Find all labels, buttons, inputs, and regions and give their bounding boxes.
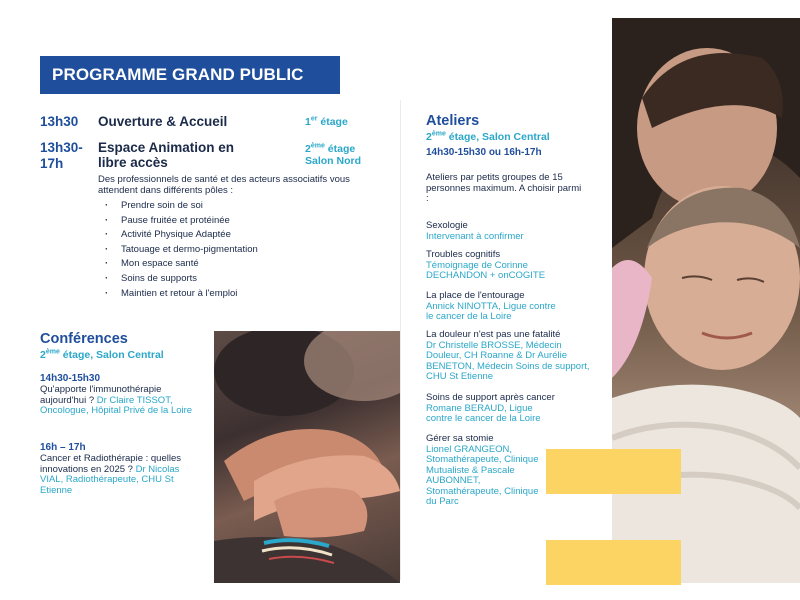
ateliers-title: Ateliers <box>426 113 480 129</box>
conference-topic: Cancer et Radiothérapie : quelles innovations en 2025 ? <box>40 453 182 475</box>
portrait-illustration <box>612 18 800 583</box>
portrait-photo <box>612 18 800 583</box>
atelier-title: Sexologie <box>426 220 468 231</box>
conference-time-1: 14h30-15h30 <box>40 373 101 384</box>
conference-item-2 <box>40 454 195 496</box>
pole-item: · Activité Physique Adaptée <box>105 228 258 243</box>
page-title-banner <box>40 56 340 94</box>
pole-item: · Maintien et retour à l'emploi <box>105 287 258 302</box>
conference-item-1 <box>40 385 195 417</box>
conferences-location: 2ème étage, Salon Central <box>40 348 164 361</box>
page-title: PROGRAMME GRAND PUBLIC <box>52 65 304 84</box>
pole-item: · Soins de supports <box>105 272 258 287</box>
schedule-time-2: 13h30-17h <box>40 140 83 171</box>
conference-topic: Qu'apporte l'immunothérapie aujourd'hui ? <box>40 384 162 406</box>
conferences-title: Conférences <box>40 331 128 347</box>
poles-list <box>105 199 258 301</box>
atelier-presenter: Témoignage de Corinne DECHANDON + onCOGITE <box>426 259 546 281</box>
atelier-item-2 <box>426 250 556 282</box>
schedule-floor-1: 1er étage <box>305 115 348 128</box>
atelier-presenter: Lionel GRANGEON, Stomathérapeute, Clinique Mutualiste & Pascale AUBONNET, Stomathérapeute, Clinique du Parc <box>426 443 539 507</box>
atelier-title: Troubles cognitifs <box>426 249 501 260</box>
ateliers-times: 14h30-15h30 ou 16h-17h <box>426 147 542 158</box>
schedule-floor-2: 2ème étage Salon Nord <box>305 142 362 167</box>
atelier-title: La douleur n'est pas une fatalité <box>426 329 561 340</box>
conference-time-2: 16h – 17h <box>40 442 86 453</box>
hands-illustration <box>214 331 400 583</box>
atelier-title: La place de l'entourage <box>426 290 525 301</box>
atelier-title: Soins de support après cancer <box>426 392 555 403</box>
ateliers-intro: Ateliers par petits groupes de 15 personnes maximum. A choisir parmi : <box>426 172 582 204</box>
decorative-yellow-block-bottom <box>546 540 681 585</box>
atelier-presenter: Romane BERAUD, Ligue contre le cancer de la Loire <box>426 402 541 424</box>
pole-item: · Tatouage et dermo-pigmentation <box>105 243 258 258</box>
conference-speaker: Dr Nicolas VIAL, Radiothérapeute, CHU St Etienne <box>40 463 180 496</box>
pole-item: · Prendre soin de soi <box>105 199 258 214</box>
ateliers-location: 2ème étage, Salon Central <box>426 130 550 143</box>
column-divider <box>400 100 401 580</box>
schedule-event-2: Espace Animation en libre accès <box>98 140 235 170</box>
atelier-item-6 <box>426 434 541 508</box>
hands-photo <box>214 331 400 583</box>
schedule-time-1: 13h30 <box>40 114 79 129</box>
schedule-event-1: Ouverture & Accueil <box>98 114 228 129</box>
atelier-item-1 <box>426 221 606 242</box>
atelier-presenter: Dr Christelle BROSSE, Médecin Douleur, CH Roanne & Dr Aurélie BENETON, Médecin Soins de support, CHU St Etienne <box>426 339 590 382</box>
conference-speaker: Dr Claire TISSOT, Oncologue, Hôpital Privé de la Loire <box>40 394 193 416</box>
atelier-title: Gérer sa stomie <box>426 433 494 444</box>
decorative-yellow-block-top <box>546 449 681 494</box>
atelier-presenter: Annick NINOTTA, Ligue contre le cancer de la Loire <box>426 300 556 322</box>
atelier-item-5 <box>426 393 561 425</box>
atelier-presenter: Intervenant à confirmer <box>426 230 524 242</box>
atelier-item-3 <box>426 291 556 323</box>
pole-item: · Mon espace santé <box>105 257 258 272</box>
atelier-item-4 <box>426 330 598 383</box>
animation-intro: Des professionnels de santé et des acteurs associatifs vous attendent dans différents pôles : <box>98 174 350 196</box>
pole-item: · Pause fruitée et protéinée <box>105 214 258 229</box>
